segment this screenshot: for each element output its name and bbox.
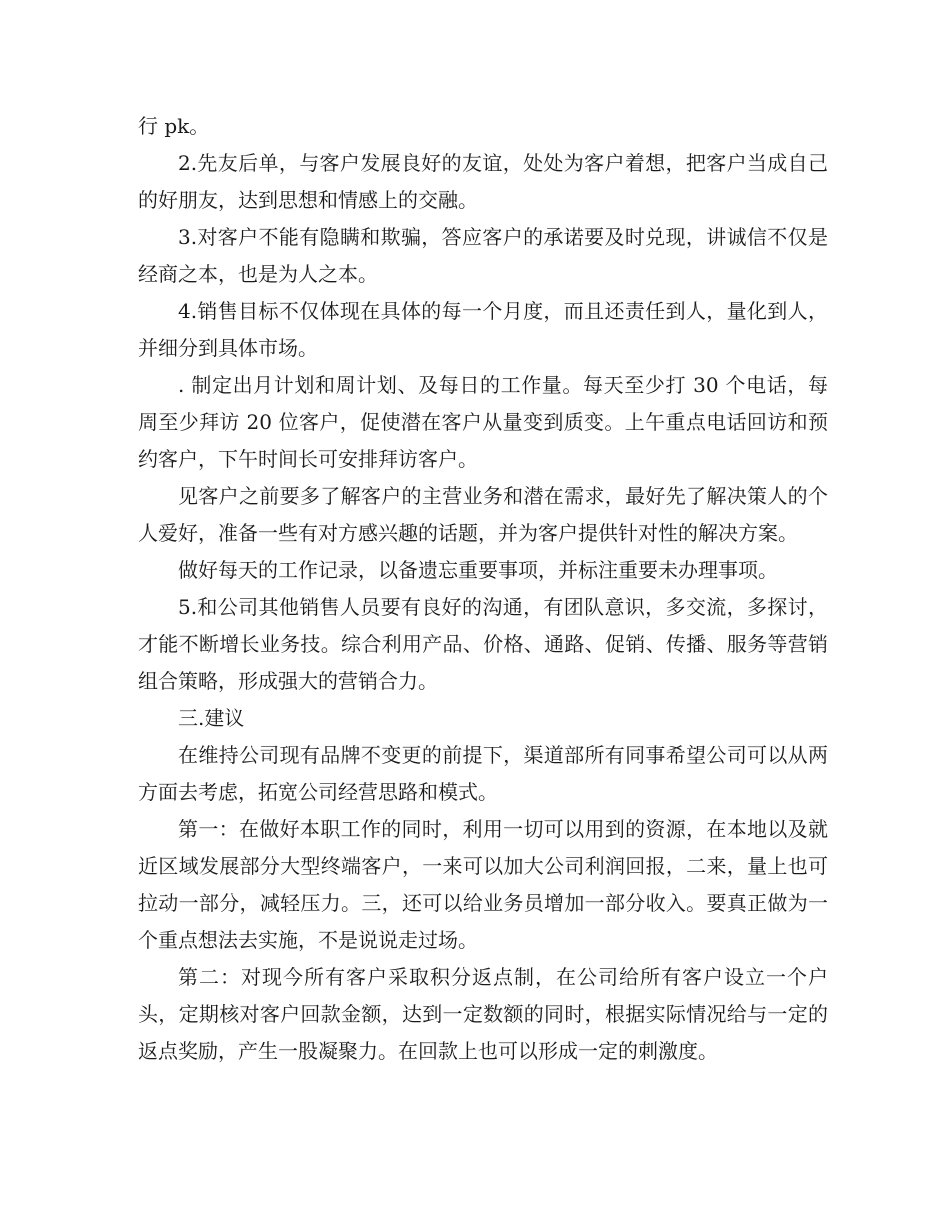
paragraph-suggestion-intro: 在维持公司现有品牌不变更的前提下，渠道部所有同事希望公司可以从两方面去考虑，拓宽公司经营思路和模式。 (138, 743, 828, 804)
paragraph-item-3: 3.对客户不能有隐瞒和欺骗，答应客户的承诺要及时兑现，讲诚信不仅是经商之本，也是为人之本。 (138, 225, 828, 286)
document-page (138, 108, 828, 1070)
paragraph-customer-research: 见客户之前要多了解客户的主营业务和潜在需求，最好先了解决策人的个人爱好，准备一些有对方感兴趣的话题，并为客户提供针对性的解决方案。 (138, 484, 828, 545)
paragraph-daily-plan: . 制定出月计划和周计划、及每日的工作量。每天至少打 30 个电话，每周至少拜访 20 位客户，促使潜在客户从量变到质变。上午重点电话回访和预约客户，下午时间长可安排拜访客户。 (138, 373, 828, 471)
paragraph-item-5: 5.和公司其他销售人员要有良好的沟通，有团队意识，多交流，多探讨，才能不断增长业务技。综合利用产品、价格、通路、促销、传播、服务等营销组合策略，形成强大的营销合力。 (138, 595, 828, 693)
paragraph-suggestion-first: 第一：在做好本职工作的同时，利用一切可以用到的资源，在本地以及就近区域发展部分大型终端客户，一来可以加大公司利润回报，二来，量上也可拉动一部分，减轻压力。三，还可以给业务员增加一部分收入。要真正做为一个重点想法去实施，不是说说走过场。 (138, 817, 828, 952)
paragraph-item-4: 4.销售目标不仅体现在具体的每一个月度，而且还责任到人，量化到人，并细分到具体市场。 (138, 299, 828, 360)
paragraph-work-record: 做好每天的工作记录，以备遗忘重要事项，并标注重要未办理事项。 (178, 558, 778, 582)
paragraph-suggestion-second: 第二：对现今所有客户采取积分返点制，在公司给所有客户设立一个户头，定期核对客户回款金额，达到一定数额的同时，根据实际情况给与一定的返点奖励，产生一股凝聚力。在回款上也可以形成一定的刺激度。 (138, 965, 828, 1063)
paragraph-item-2: 2.先友后单，与客户发展良好的友谊，处处为客户着想，把客户当成自己的好朋友，达到思想和情感上的交融。 (138, 151, 828, 212)
paragraph-continuation: 行 pk。 (138, 114, 210, 138)
section-heading-suggestions: 三.建议 (178, 706, 245, 730)
